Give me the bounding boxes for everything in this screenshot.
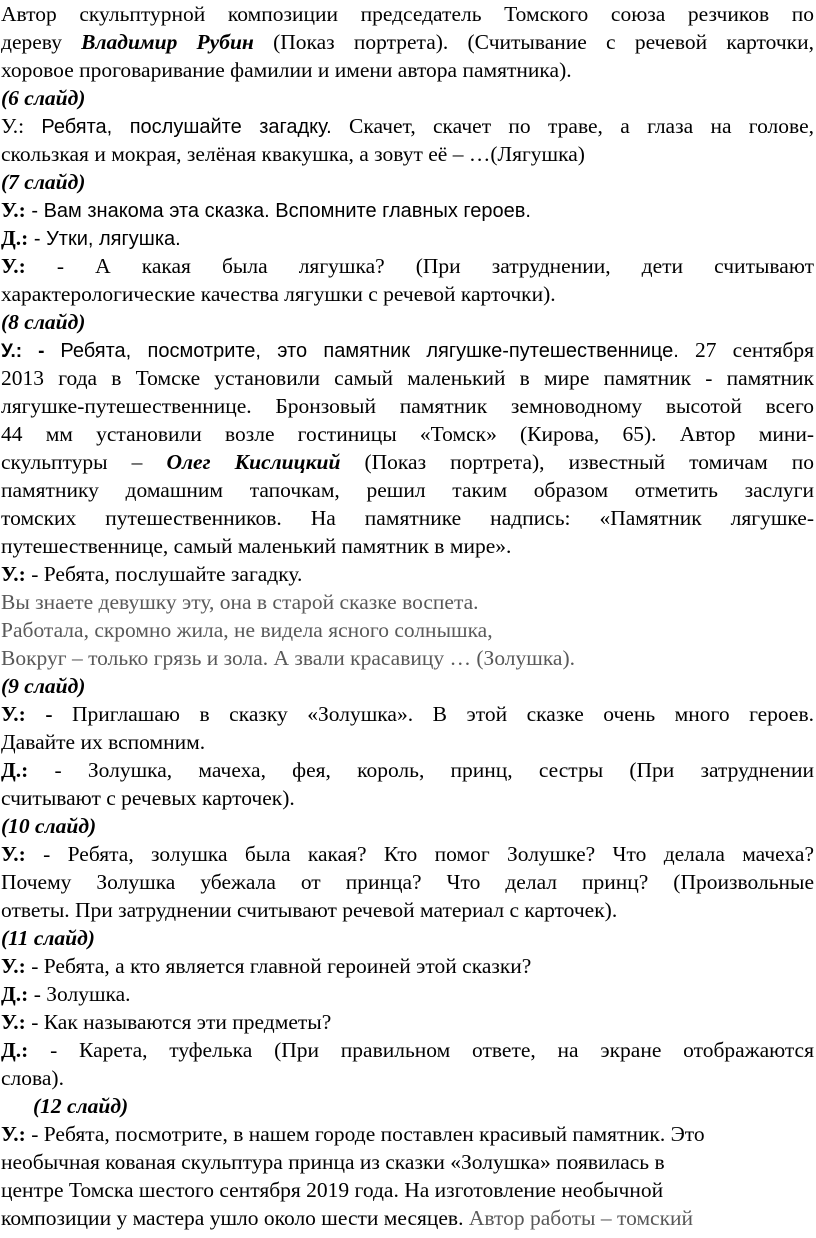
speaker-label: У.: - xyxy=(1,702,53,726)
text-line: хоровое проговаривание фамилии и имени автора памятника). xyxy=(1,58,572,82)
text-line: 2013 года в Томске установили самый маленький в мире памятник - памятник xyxy=(1,366,814,390)
text-line: считывают с речевых карточек). xyxy=(1,786,295,810)
speaker-label: У.: xyxy=(1,254,26,278)
text-line: необычная кованая скульптура принца из сказки «Золушка» появилась в xyxy=(1,1150,665,1174)
slide-heading: (10 слайд) xyxy=(1,814,97,838)
text-line: У.: - Вам знакома эта сказка. Вспомните главных героев. xyxy=(1,198,531,222)
text-line: лягушке-путешественнице. Бронзовый памятник земноводному высотой всего xyxy=(1,394,814,418)
slide-heading: (6 слайд) xyxy=(1,86,86,110)
speaker-label: Д.: xyxy=(1,1038,29,1062)
slide-heading: (7 слайд) xyxy=(1,170,86,194)
text-line: томских путешественников. На памятнике надпись: «Памятник лягушке- xyxy=(1,506,814,530)
text-line: центре Томска шестого сентября 2019 года. На изготовление необычной xyxy=(1,1178,664,1202)
speaker-label: У.: xyxy=(1,1010,26,1034)
slide-heading: (9 слайд) xyxy=(1,674,86,698)
speaker-label: Д.: xyxy=(1,226,29,250)
text-line: слова). xyxy=(1,1066,64,1090)
text-line: У.: - Ребята, а кто является главной героиней этой сказки? xyxy=(1,954,532,978)
speaker-label: У.: xyxy=(1,1122,26,1146)
speaker-label: У.: xyxy=(1,198,26,222)
text-line: У.: - Ребята, послушайте загадку. xyxy=(1,562,303,586)
author-name: Олег Кислицкий xyxy=(166,450,341,474)
text-line: ответы. При затруднении считывают речевой материал с карточек). xyxy=(1,898,618,922)
text-line: У.: - А какая была лягушка? (При затруднении, дети считывают xyxy=(1,254,814,278)
text-line: Давайте их вспомним. xyxy=(1,730,206,754)
speaker-label: У.: xyxy=(1,842,26,866)
text-line: памятнику домашним тапочкам, решил таким образом отметить заслуги xyxy=(1,478,814,502)
text-line: У.: - Как называются эти предметы? xyxy=(1,1010,332,1034)
text-line: У.: - Ребята, посмотрите, в нашем городе поставлен красивый памятник. Это xyxy=(1,1122,705,1146)
text-line: У.: - Ребята, посмотрите, это памятник лягушке-путешественнице. 27 сентября xyxy=(1,338,814,362)
text-line: скользкая и мокрая, зелёная квакушка, а зовут её – …(Лягушка) xyxy=(1,142,585,166)
riddle-line: Вокруг – только грязь и зола. А звали красавицу … (Золушка). xyxy=(1,646,576,670)
speaker-label: У.: xyxy=(1,954,26,978)
text-line: характерологические качества лягушки с речевой карточки). xyxy=(1,282,556,306)
text-line: композиции у мастера ушло около шести месяцев. Автор работы – томский xyxy=(1,1206,694,1230)
speaker-label: У.: - xyxy=(1,341,61,362)
text-line: Автор скульптурной композиции председатель Томского союза резчиков по xyxy=(1,2,814,26)
text-line: Д.: - Утки, лягушка. xyxy=(1,226,181,250)
speaker-label: У.: xyxy=(1,562,26,586)
text-line: скульптуры – Олег Кислицкий (Показ портрета), известный томичам по xyxy=(1,450,814,474)
text-line: путешественнице, самый маленький памятник в мире». xyxy=(1,534,512,558)
text-line: У.: Ребята, послушайте загадку. Скачет, скачет по траве, а глаза на голове, xyxy=(1,114,814,138)
text-line: 44 мм установили возле гостиницы «Томск» (Кирова, 65). Автор мини- xyxy=(1,422,814,446)
text-line: Д.: - Карета, туфелька (При правильном ответе, на экране отображаются xyxy=(1,1038,814,1062)
text-line: Почему Золушка убежала от принца? Что делал принц? (Произвольные xyxy=(1,870,814,894)
slide-heading: (11 слайд) xyxy=(1,926,95,950)
author-name: Владимир Рубин xyxy=(81,30,254,54)
riddle-line: Вы знаете девушку эту, она в старой сказке воспета. xyxy=(1,590,479,614)
text-line: У.: - Ребята, золушка была какая? Кто помог Золушке? Что делала мачеха? xyxy=(1,842,814,866)
riddle-line: Работала, скромно жила, не видела ясного солнышка, xyxy=(1,618,493,642)
slide-heading: (8 слайд) xyxy=(1,310,86,334)
text-line: У.: - Приглашаю в сказку «Золушка». В этой сказке очень много героев. xyxy=(1,702,814,726)
speaker-label: Д.: xyxy=(1,758,29,782)
text-line: Д.: - Золушка, мачеха, фея, король, принц, сестры (При затруднении xyxy=(1,758,814,782)
text-line: дереву Владимир Рубин (Показ портрета). (Считывание с речевой карточки, xyxy=(1,30,814,54)
slide-heading: (12 слайд) xyxy=(33,1094,129,1118)
text-line: Д.: - Золушка. xyxy=(1,982,131,1006)
speaker-label: Д.: xyxy=(1,982,29,1006)
